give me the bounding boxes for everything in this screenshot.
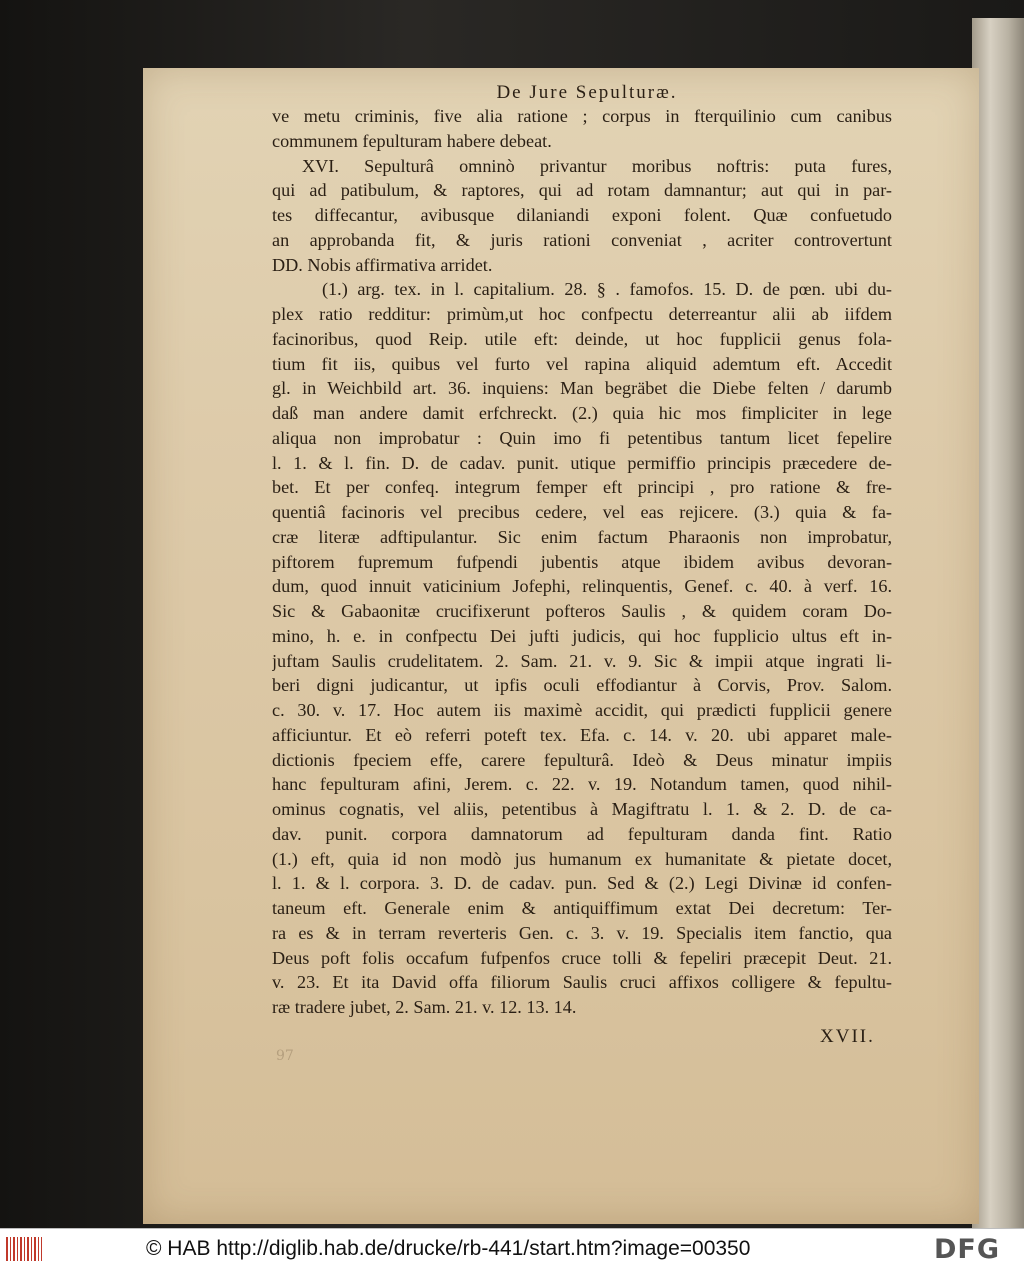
barcode-icon — [6, 1237, 42, 1261]
text-line: tes diffecantur, avibusque dilaniandi exponi folent. Quæ confuetudo — [272, 205, 892, 225]
text-line: aliqua non improbatur : Quin imo fi petentibus tantum licet fepelire — [272, 427, 892, 448]
text-line: cræ literæ adftipulantur. Sic enim factum Pharaonis non improbatur, — [272, 526, 892, 547]
text-line: juftam Saulis crudelitatem. 2. Sam. 21. v. 9. Sic & impii atque ingrati li- — [272, 650, 892, 671]
catchword: XVII. — [820, 1026, 875, 1047]
text-line: Deus poft folis occafum fufpenfos cruce tolli & fepeliri præcepit Deut. 21. — [272, 947, 892, 968]
text-line: taneum eft. Generale enim & antiquiffimum extat Dei decretum: Ter- — [272, 898, 892, 918]
text-line: l. 1. & l. corpora. 3. D. de cadav. pun. Sed & (2.) Legi Divinæ id confen- — [272, 873, 892, 894]
page-text — [272, 82, 892, 1020]
running-head: De Jure Sepulturæ. — [496, 82, 678, 103]
text-line: piftorem fupremum fufpendi jubentis atque ibidem avibus devoran- — [272, 551, 892, 572]
next-page-edge — [972, 18, 1024, 1228]
text-line: hanc fepulturam afini, Jerem. c. 22. v. 19. Notandum tamen, quod nihil- — [272, 774, 892, 795]
text-line: (1.) eft, quia id non modò jus humanum ex humanitate & pietate docet, — [272, 848, 892, 869]
text-line: facinoribus, quod Reip. utile eft: deinde, ut hoc fupplicii genus fola- — [272, 328, 892, 349]
text-line: tium fit iis, quibus vel furto vel rapina aliquid ademtum eft. Accedit — [272, 353, 892, 374]
text-line: c. 30. v. 17. Hoc autem iis maximè accidit, qui prædicti fupplicii genere — [272, 700, 892, 720]
text-line: DD. Nobis affirmativa arridet. — [272, 254, 493, 275]
text-line: bet. Et per confeq. integrum femper eft principi , pro ratione & fre- — [272, 477, 892, 498]
text-line: quentiâ facinoris vel precibus cedere, vel eas rejicere. (3.) quia & fa- — [272, 502, 892, 522]
text-line: qui ad patibulum, & raptores, qui ad rotam damnantur; aut qui in par- — [272, 180, 892, 201]
text-line: mino, h. e. in confpectu Dei jufti judicis, qui hoc fupplicio ultus eft in- — [272, 625, 892, 646]
text-line: (1.) arg. tex. in l. capitalium. 28. § . famofos. 15. D. de pœn. ubi du- — [322, 279, 892, 300]
text-line: ra es & in terram reverteris Gen. c. 3. v. 19. Specialis item fanctio, qua — [272, 922, 892, 943]
text-line: daß man andere damit erfchreckt. (2.) quia hic mos fimpliciter in lege — [272, 403, 892, 423]
viewer-footer — [0, 1228, 1024, 1269]
text-line: Sic & Gabaonitæ crucifixerunt pofteros Saulis , & quidem coram Do- — [272, 601, 892, 621]
text-line: communem fepulturam habere debeat. — [272, 130, 552, 151]
bleed-through-mark: 97 — [276, 1048, 294, 1064]
copyright-url[interactable]: © HAB http://diglib.hab.de/drucke/rb-441/start.htm?image=00350 — [146, 1237, 751, 1260]
text-line: beri digni judicantur, ut ipfis oculi effodiantur à Corvis, Prov. Salom. — [272, 675, 892, 696]
text-line: gl. in Weichbild art. 36. inquiens: Man begräbet die Diebe felten / darumb — [272, 378, 892, 399]
text-line: dictionis fpeciem effe, carere fepulturâ. Ideò & Deus minatur impiis — [272, 749, 892, 770]
text-line: dum, quod innuit vaticinium Jofephi, relinquentis, Genef. c. 40. à verf. 16. — [272, 576, 892, 597]
text-line: ve metu criminis, five alia ratione ; corpus in fterquilinio cum canibus — [272, 106, 892, 126]
text-line: afficiuntur. Et eò referri poteft tex. Efa. c. 14. v. 20. ubi apparet male- — [272, 724, 892, 745]
text-line: ræ tradere jubet, 2. Sam. 21. v. 12. 13. 14. — [272, 997, 577, 1017]
text-line: v. 23. Et ita David offa filiorum Saulis cruci affixos colligere & fepultu- — [272, 972, 892, 993]
dfg-logo: DFG — [934, 1234, 1001, 1265]
text-line: plex ratio redditur: primùm,ut hoc confpectu deterreantur alii ab iifdem — [272, 304, 892, 324]
text-line: XVI. Sepulturâ omninò privantur moribus noftris: puta fures, — [302, 155, 892, 176]
text-line: dav. punit. corpora damnatorum ad fepulturam danda fint. Ratio — [272, 823, 892, 844]
text-line: ominus cognatis, vel aliis, petentibus à Magiftratu l. 1. & 2. D. de ca- — [272, 799, 892, 819]
text-line: an approbanda fit, & juris rationi conveniat , acriter controvertunt — [272, 229, 892, 250]
text-line: l. 1. & l. fin. D. de cadav. punit. utique permiffio principis præcedere de- — [272, 452, 892, 473]
